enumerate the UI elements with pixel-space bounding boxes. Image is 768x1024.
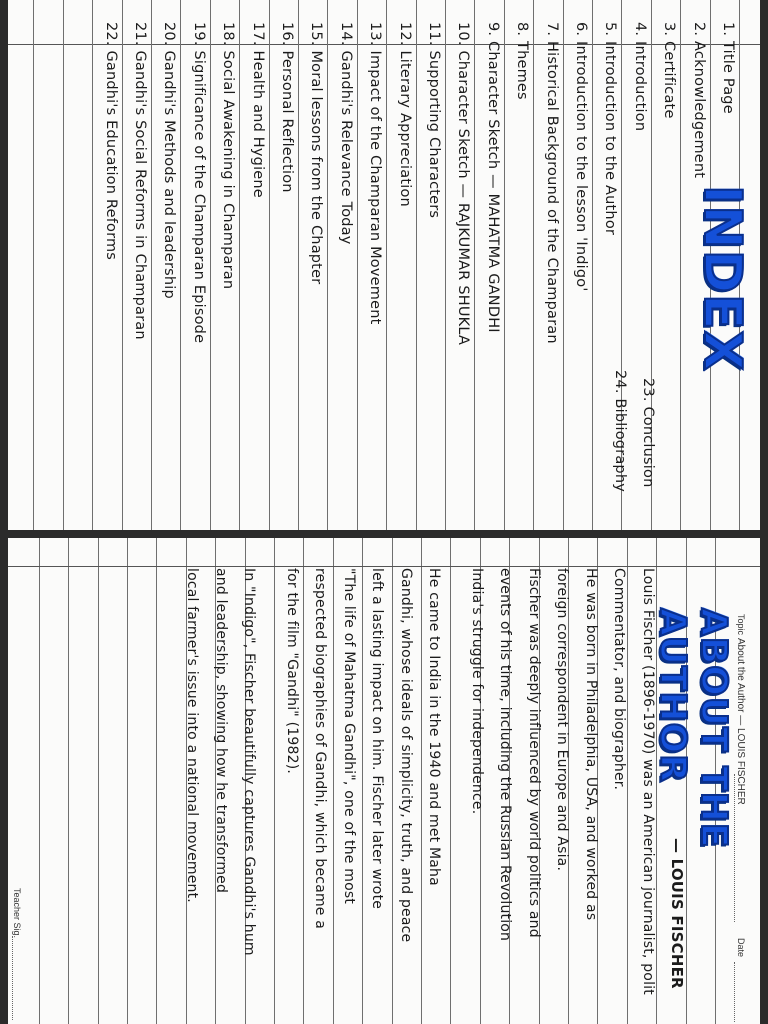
ruled-line	[98, 538, 99, 1024]
index-entry: 14. Gandhi's Relevance Today	[337, 22, 354, 245]
index-entry-24: 24. Bibliography	[612, 370, 628, 493]
author-text-line: Fischer was deeply influenced by world politics and	[526, 568, 542, 938]
topic-value: About the Author — LOUIS FISCHER	[735, 638, 746, 805]
index-entry: 17. Health and Hygiene	[249, 22, 266, 198]
ruled-line	[180, 0, 181, 530]
ruled-line	[151, 0, 152, 530]
ruled-line	[504, 0, 505, 530]
ruled-line	[592, 0, 593, 530]
ruled-line	[68, 538, 69, 1024]
ruled-line	[680, 0, 681, 530]
author-text-line: Louis Fischer (1896-1970) was an American journalist, polit	[640, 568, 656, 995]
index-entry: 12. Literary Appreciation	[396, 22, 413, 207]
topic-label: Topic	[736, 614, 746, 636]
index-entry: 15. Moral lessons from the Chapter	[308, 22, 325, 285]
page-top-margin	[8, 566, 760, 567]
ruled-line	[39, 538, 40, 1024]
author-text-line: local farmer's issue into a national movement.	[184, 568, 201, 903]
ruled-line	[327, 0, 328, 530]
author-text-line: He came to India in the 1940 and met Maha	[426, 568, 443, 886]
index-entry: 6. Introduction to the lesson 'Indigo'	[573, 22, 589, 292]
author-text-line: Gandhi, whose ideals of simplicity, truth, and peace	[398, 568, 414, 943]
ruled-line	[474, 0, 475, 530]
ruled-line	[421, 538, 422, 1024]
ruled-line	[92, 0, 93, 530]
index-entry: 16. Personal Reflection	[279, 22, 295, 193]
index-entry: 10. Character Sketch — RAJKUMAR SHUKLA	[455, 22, 472, 346]
ruled-line	[274, 538, 275, 1024]
ruled-line	[357, 0, 358, 530]
index-entry: 18. Social Awakening in Champaran	[220, 22, 237, 290]
index-title: INDEX	[692, 185, 752, 372]
author-text-line: left a lasting impact on him. Fischer later wrote	[369, 568, 386, 910]
author-text-line: "The life of Mahatma Gandhi", one of the most	[341, 568, 357, 905]
ruled-line	[122, 0, 123, 530]
author-text-line: India's struggle for independence.	[469, 568, 485, 815]
author-subtitle: — LOUIS FISCHER	[668, 838, 686, 989]
author-text-line: respected biographies of Gandhi, which became a	[312, 568, 329, 930]
index-entry: 2. Acknowledgement	[690, 22, 707, 179]
index-entry: 4. Introduction	[631, 22, 648, 132]
index-entry: 22. Gandhi's Education Reforms	[102, 22, 119, 261]
index-entry: 11. Supporting Characters	[426, 22, 442, 219]
index-entry: 19. Significance of the Champaran Episode	[190, 22, 207, 344]
author-title: ABOUT THE AUTHOR	[652, 608, 734, 849]
ruled-line	[33, 0, 34, 530]
index-entry: 9. Character Sketch — MAHATMA GANDHI	[484, 22, 501, 333]
index-entry: 1. Title Page	[720, 22, 736, 114]
index-entry: 13. Impact of the Champaran Movement	[367, 22, 384, 325]
topic-dots	[734, 774, 736, 922]
author-text-line: foreign correspondent in Europe and Asia.	[554, 568, 571, 872]
ruled-line	[563, 0, 564, 530]
index-page	[8, 0, 760, 530]
teacher-sig-label: Teacher Sig.	[12, 888, 22, 939]
index-entry: 8. Themes	[514, 22, 531, 100]
index-entry-23: 23. Conclusion	[640, 378, 656, 488]
ruled-line	[533, 0, 534, 530]
date-dots	[734, 962, 736, 1022]
index-entry: 7. Historical Background of the Champaran	[543, 22, 560, 344]
index-entry: 3. Certificate	[661, 22, 678, 119]
ruled-line	[63, 0, 64, 530]
author-text-line: and leadership, showing how he transformed	[213, 568, 229, 894]
ruled-line	[303, 538, 304, 1024]
index-entry: 5. Introduction to the Author	[602, 22, 619, 236]
ruled-line	[156, 538, 157, 1024]
author-text-line: He was born in Philadelphia, USA, and worked as	[583, 568, 599, 921]
index-entry: 21. Gandhi's Social Reforms in Champaran	[132, 22, 148, 340]
ruled-line	[239, 0, 240, 530]
author-text-line: for the film "Gandhi" (1982).	[284, 568, 300, 775]
ruled-line	[210, 0, 211, 530]
ruled-line	[269, 0, 270, 530]
index-entry: 20. Gandhi's Methods and leadership	[161, 22, 178, 299]
date-label: Date	[736, 938, 746, 958]
author-text-line: In "Indigo", Fischer beautifully captures Gandhi's hum	[241, 568, 258, 956]
ruled-line	[450, 538, 451, 1024]
ruled-line	[416, 0, 417, 530]
author-text-line: events of his time, including the Russian Revolution	[497, 568, 514, 942]
author-page	[8, 538, 760, 1024]
ruled-line	[298, 0, 299, 530]
author-text-line: Commentator, and biographer.	[611, 568, 628, 791]
ruled-line	[333, 538, 334, 1024]
ruled-line	[386, 0, 387, 530]
ruled-line	[362, 538, 363, 1024]
teacher-sig-dots	[12, 936, 14, 1020]
ruled-line	[445, 0, 446, 530]
ruled-line	[127, 538, 128, 1024]
ruled-line	[392, 538, 393, 1024]
